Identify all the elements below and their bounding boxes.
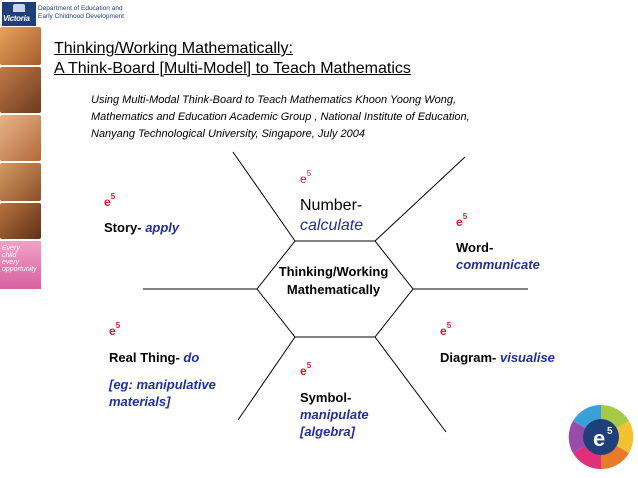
symbol-noun: Symbol-	[300, 390, 352, 405]
slogan-word-4: opportunity	[2, 266, 37, 273]
slogan-word-3: every	[2, 259, 20, 266]
divider-top-right	[375, 157, 468, 241]
citation-line-1: Using Multi-Modal Think-Board to Teach Mathematics Khoon Yoong Wong,	[91, 94, 457, 106]
divider-top-left	[233, 152, 295, 241]
diagram-verb: visualise	[499, 350, 555, 365]
center-line-2: Mathematically	[286, 282, 381, 297]
real-thing-noun: Real Thing-	[109, 350, 180, 365]
story-verb: apply	[145, 220, 180, 235]
citation-line-2: Mathematics and Education Academic Group , National Institute of Education,	[91, 111, 470, 123]
diagram-noun: Diagram-	[440, 350, 497, 365]
badge-letter: e	[593, 426, 606, 451]
story-label	[104, 219, 179, 236]
title-line-2: A Think-Board [Multi-Model] to Teach Mathematics	[54, 60, 411, 77]
emblem-word: Victoria	[3, 14, 30, 23]
divider-bottom-left	[238, 337, 295, 420]
department-line-2: Early Childhood Development	[38, 13, 124, 20]
e5-marker-real-thing: $e^5$	[109, 321, 121, 338]
slogan-word-2: child	[2, 252, 17, 259]
divider-bottom-right	[375, 337, 446, 432]
symbol-verb: manipulate	[300, 407, 369, 422]
real-thing-verb: do	[183, 350, 200, 365]
e5-marker-story: $e^5$	[104, 192, 116, 209]
e5-marker-diagram: $e^5$	[440, 321, 452, 338]
e5-marker-word: $e^5$	[456, 212, 468, 229]
number-noun: Number-	[300, 197, 363, 214]
badge-power: 5	[607, 426, 613, 437]
real-thing-example-1: [eg: manipulative	[109, 377, 216, 392]
title-line-1: Thinking/Working Mathematically:	[54, 40, 293, 57]
e5-marker-symbol: $e^5$	[300, 361, 312, 378]
e5-marker-number: $e^5$	[300, 169, 312, 186]
symbol-example: [algebra]	[300, 424, 355, 439]
slogan-word-1: Every	[2, 245, 20, 252]
real-thing-example-2: materials]	[109, 394, 171, 409]
center-line-1: Thinking/Working	[278, 264, 389, 279]
department-line-1: Department of Education and	[38, 5, 123, 12]
real-thing-label	[109, 349, 199, 366]
diagram-label	[440, 349, 555, 366]
word-noun: Word-	[456, 240, 494, 255]
number-verb: calculate	[300, 217, 364, 234]
story-noun: Story-	[104, 220, 142, 235]
center-label	[257, 263, 410, 299]
citation-line-3: Nanyang Technological University, Singapore, July 2004	[91, 128, 365, 140]
word-verb: communicate	[456, 257, 540, 272]
e5-badge-icon	[568, 404, 634, 470]
